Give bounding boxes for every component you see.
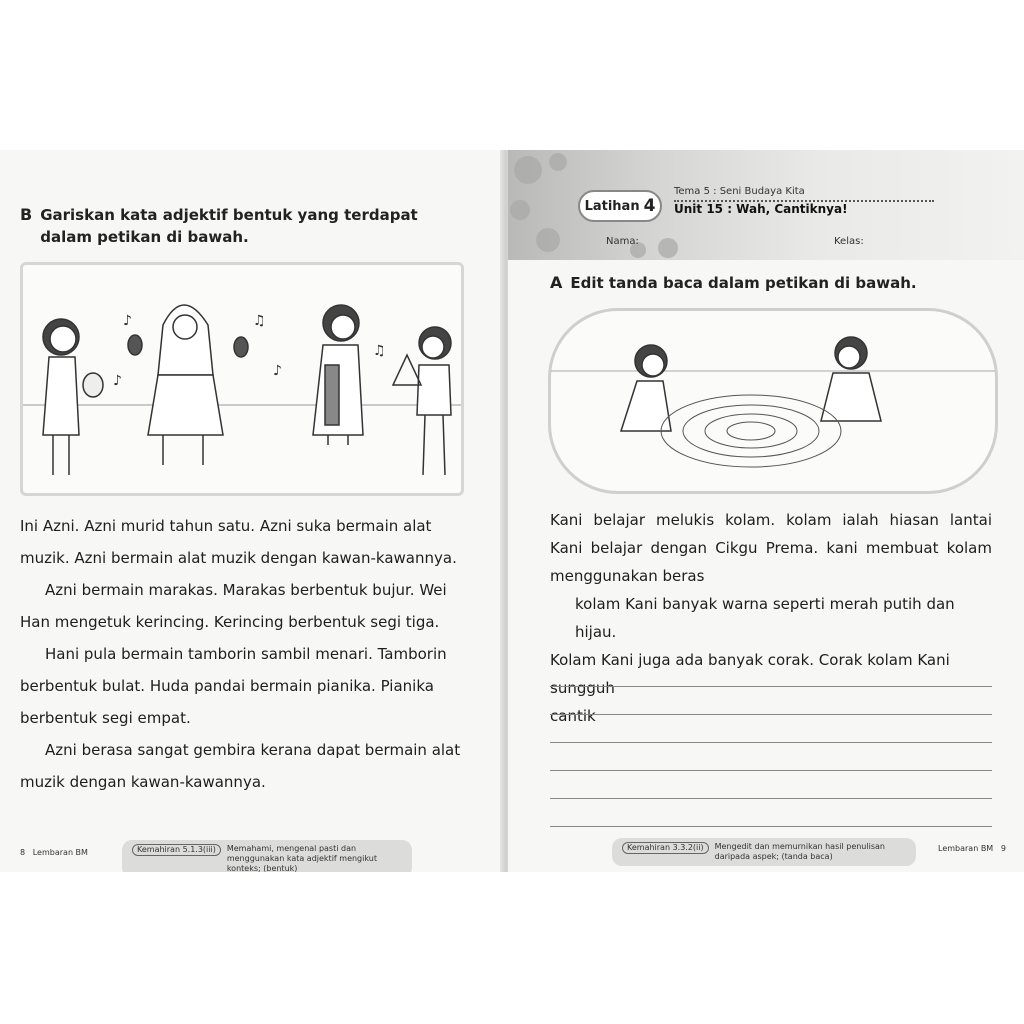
- left-footer: [20, 848, 88, 857]
- svg-text:♪: ♪: [113, 373, 122, 389]
- right-footer-label: Lembaran BM: [938, 844, 994, 853]
- girl-tambourine-figure: [43, 319, 103, 475]
- kelas-label: Kelas:: [834, 236, 864, 247]
- right-footer: [938, 844, 1006, 853]
- right-passage: [550, 506, 992, 730]
- left-passage: [20, 510, 470, 798]
- section-letter-a: A: [550, 273, 563, 292]
- passage-line-6: cantik: [550, 707, 596, 725]
- passage-line-3: menggunakan beras: [550, 567, 705, 585]
- hijab-girl-maracas-figure: [128, 305, 248, 465]
- music-illustration: [20, 262, 464, 496]
- writing-line: [550, 686, 992, 687]
- children-music-drawing: [23, 265, 461, 493]
- latihan-number: 4: [643, 196, 656, 216]
- left-page: [0, 150, 503, 872]
- passage-line-5: Kolam Kani juga ada banyak corak. Corak kolam Kani sungguh: [550, 651, 950, 697]
- writing-line: [550, 714, 992, 715]
- passage-paragraph-3: Hani pula bermain tamborin sambil menari. Tamborin berbentuk bulat. Huda pandai bermain pianika. Pianika berbentuk segi empat.: [20, 645, 447, 727]
- passage-paragraph-4: Azni berasa sangat gembira kerana dapat bermain alat muzik dengan kawan-kawannya.: [20, 741, 461, 791]
- writing-line: [550, 798, 992, 799]
- kolam-pattern: [661, 395, 841, 467]
- left-skill-pill: [122, 840, 412, 872]
- left-skill-tag: Kemahiran 5.1.3(iii): [132, 844, 221, 856]
- passage-line-4: kolam Kani banyak warna seperti merah putih dan hijau.: [575, 595, 955, 641]
- right-page-number: 9: [1000, 844, 1006, 853]
- passage-paragraph-1: Ini Azni. Azni murid tahun satu. Azni suka bermain alat muzik. Azni bermain alat muzik dengan kawan-kawannya.: [20, 517, 457, 567]
- nama-label: Nama:: [606, 236, 639, 247]
- section-b-instruction: Gariskan kata adjektif bentuk yang terdapat dalam petikan di bawah.: [40, 206, 418, 246]
- unit-title: Unit 15 : Wah, Cantiknya!: [674, 202, 848, 216]
- tema-title: Tema 5 : Seni Budaya Kita: [674, 186, 805, 197]
- book-spread: [0, 150, 1024, 872]
- writing-line: [550, 742, 992, 743]
- kolam-drawing: [551, 311, 995, 491]
- right-page: [508, 150, 1024, 872]
- passage-paragraph-2: Azni bermain marakas. Marakas berbentuk bujur. Wei Han mengetuk kerincing. Kerincing berbentuk segi tiga.: [20, 581, 447, 631]
- right-skill-pill: [612, 838, 916, 866]
- left-footer-label: Lembaran BM: [32, 848, 88, 857]
- cikgu-prema-figure: [821, 337, 881, 421]
- svg-text:♪: ♪: [123, 313, 132, 329]
- latihan-badge: [578, 190, 662, 222]
- section-b-heading: [20, 204, 460, 248]
- svg-text:♫: ♫: [253, 313, 266, 329]
- girl-pianika-figure: [313, 305, 363, 445]
- right-skill-text: Mengedit dan memurnikan hasil penulisan daripada aspek; (tanda baca): [714, 842, 885, 861]
- header-banner: [508, 150, 1024, 260]
- section-a-heading: [550, 272, 990, 294]
- writing-line: [550, 826, 992, 827]
- writing-line: [550, 770, 992, 771]
- latihan-label: Latihan: [584, 198, 640, 214]
- svg-text:♪: ♪: [273, 363, 282, 379]
- left-skill-text: Memahami, mengenal pasti dan menggunakan kata adjektif mengikut konteks; (bentuk): [226, 844, 377, 872]
- passage-line-2: Kani belajar dengan Cikgu Prema. kani membuat kolam: [550, 539, 992, 557]
- kolam-illustration: [548, 308, 998, 494]
- boy-triangle-figure: [393, 327, 451, 475]
- right-skill-tag: Kemahiran 3.3.2(ii): [622, 842, 709, 854]
- section-letter-b: B: [20, 205, 33, 224]
- passage-line-1: Kani belajar melukis kolam. kolam ialah hiasan lantai: [550, 511, 992, 529]
- svg-text:♫: ♫: [373, 343, 386, 359]
- left-page-number: 8: [20, 848, 26, 857]
- section-a-instruction: Edit tanda baca dalam petikan di bawah.: [570, 274, 917, 292]
- kani-figure: [621, 345, 671, 431]
